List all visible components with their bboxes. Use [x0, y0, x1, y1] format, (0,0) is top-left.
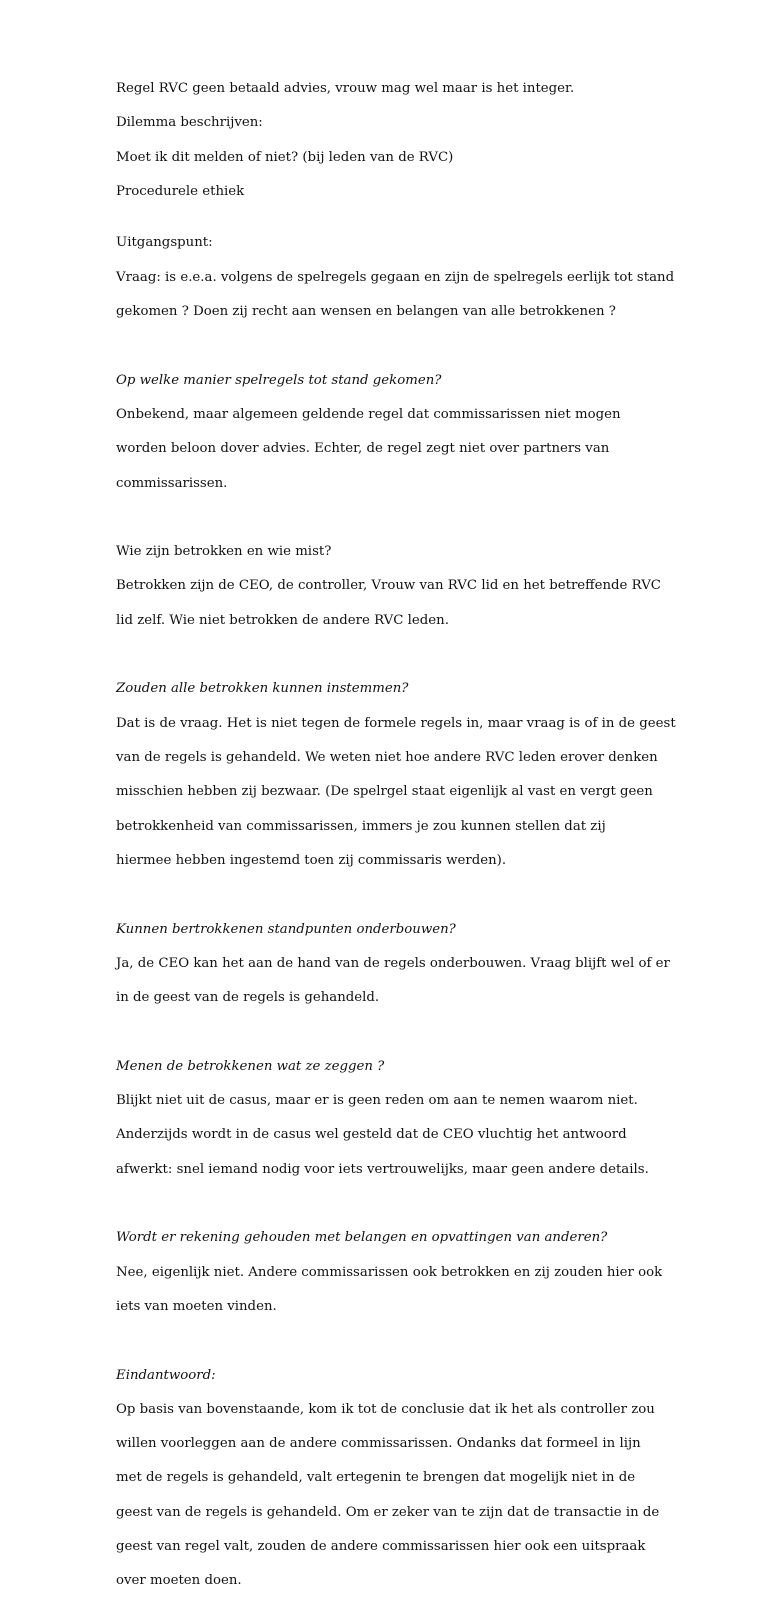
section-line: geest van de regels is gehandeld. Om er zeker van te zijn dat de transactie in de: [116, 1504, 660, 1520]
section-block: [116, 903, 676, 1023]
section-line: Op basis van bovenstaande, kom ik tot de conclusie dat ik het als controller zou: [116, 1401, 655, 1417]
question-line: Moet ik dit melden of niet? (bij leden van de RVC): [116, 149, 454, 165]
section-line: Ja, de CEO kan het aan de hand van de regels onderbouwen. Vraag blijft wel of er: [116, 955, 670, 971]
section-block: [116, 526, 676, 646]
document-page: [116, 80, 676, 1624]
start-line: gekomen ? Doen zij recht aan wensen en belangen van alle betrokkenen ?: [116, 303, 616, 319]
start-block: [116, 217, 676, 337]
start-line: Vraag: is e.e.a. volgens de spelregels gegaan en zijn de spelregels eerlijk tot stand: [116, 269, 675, 285]
section-line: lid zelf. Wie niet betrokken de andere RVC leden.: [116, 612, 449, 628]
section-line: met de regels is gehandeld, valt ertegenin te brengen dat mogelijk niet in de: [116, 1470, 636, 1486]
section-line: willen voorleggen aan de andere commissarissen. Ondanks dat formeel in lijn: [116, 1436, 641, 1452]
section-line: Dat is de vraag. Het is niet tegen de formele regels in, maar vraag is of in de geest: [116, 715, 676, 731]
section-line: Anderzijds wordt in de casus wel gesteld dat de CEO vluchtig het antwoord: [116, 1127, 627, 1143]
section-block: [116, 663, 676, 886]
section-line: misschien hebben zij bezwaar. (De spelrgel staat eigenlijk al vast en vergt geen: [116, 784, 653, 800]
final-answer-heading: Eindantwoord:: [116, 1367, 216, 1383]
dilemma-heading: Dilemma beschrijven:: [116, 115, 263, 131]
section-question: Wie zijn betrokken en wie mist?: [116, 544, 332, 560]
section-question: Zouden alle betrokken kunnen instemmen?: [116, 681, 409, 697]
start-heading: Uitgangspunt:: [116, 235, 213, 251]
section-line: betrokkenheid van commissarissen, immers je zou kunnen stellen dat zij: [116, 818, 606, 834]
section-line: commissarissen.: [116, 475, 228, 491]
intro-line: Regel RVC geen betaald advies, vrouw mag wel maar is het integer.: [116, 81, 575, 96]
section-question: Kunnen bertrokkenen standpunten onderbouwen?: [116, 921, 456, 937]
section-block: [116, 1212, 676, 1332]
section-block: [116, 1041, 676, 1195]
section-line: iets van moeten vinden.: [116, 1298, 277, 1314]
section-title: Procedurele ethiek: [116, 183, 245, 199]
section-line: van de regels is gehandeld. We weten niet hoe andere RVC leden erover denken: [116, 749, 658, 765]
section-line: in de geest van de regels is gehandeld.: [116, 990, 380, 1006]
section-question: Menen de betrokkenen wat ze zeggen ?: [116, 1058, 385, 1074]
section-line: over moeten doen.: [116, 1573, 242, 1589]
section-line: Blijkt niet uit de casus, maar er is geen reden om aan te nemen waarom niet.: [116, 1093, 638, 1109]
section-question: Wordt er rekening gehouden met belangen en opvattingen van anderen?: [116, 1230, 608, 1246]
section-line: afwerkt: snel iemand nodig voor iets vertrouwelijks, maar geen andere details.: [116, 1161, 649, 1177]
section-line: worden beloon dover advies. Echter, de regel zegt niet over partners van: [116, 441, 610, 457]
section-line: Onbekend, maar algemeen geldende regel dat commissarissen niet mogen: [116, 406, 621, 422]
section-line: geest van regel valt, zouden de andere commissarissen hier ook een uitspraak: [116, 1539, 646, 1555]
section-line: Nee, eigenlijk niet. Andere commissarissen ook betrokken en zij zouden hier ook: [116, 1264, 663, 1280]
section-question: Op welke manier spelregels tot stand gekomen?: [116, 372, 442, 388]
section-line: Betrokken zijn de CEO, de controller, Vrouw van RVC lid en het betreffende RVC: [116, 578, 661, 594]
section-block: [116, 354, 676, 508]
final-answer-block: [116, 1349, 676, 1606]
section-line: hiermee hebben ingestemd toen zij commissaris werden).: [116, 852, 507, 868]
